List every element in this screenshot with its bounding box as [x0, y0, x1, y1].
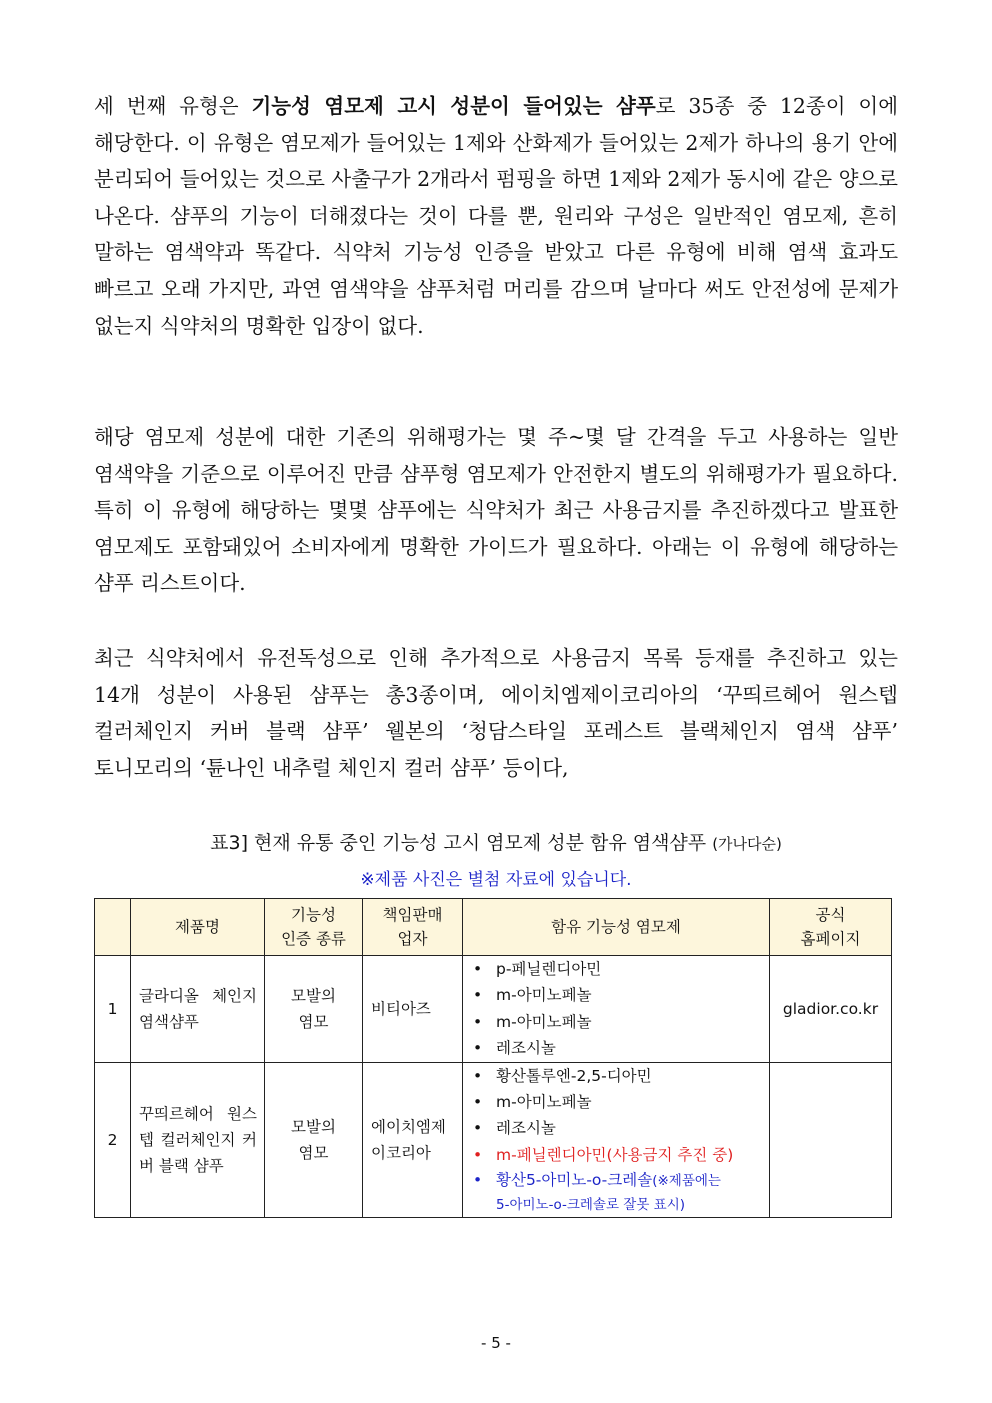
cert-line2: 염모 — [298, 1143, 329, 1162]
header-seller — [363, 899, 463, 956]
bullet-icon: • — [473, 986, 483, 1005]
bullet-icon: • — [473, 1119, 483, 1138]
ingredient-text: 황산5-아미노-o-크레솔 — [496, 1171, 653, 1190]
paragraph-2: 해당 염모제 성분에 대한 기존의 위해평가는 몇 주~몇 달 간격을 두고 사용하는 일반 염색약을 기준으로 이루어진 만큼 샴푸형 염모제가 안전한지 별도의 위해평가가 필요하다. 특히 이 유형에 해당하는 몇몇 샴푸에는 식약처가 최근 사용금지를 추진하겠다고 발표한 염모제도 포함돼있어 소비자에게 명확한 가이드가 필요하다. 아래는 이 유형에 해당하는 샴푸 리스트이다. — [94, 425, 898, 596]
ingredient-item — [473, 1063, 769, 1089]
seller-line2: 이코리아 — [371, 1143, 431, 1162]
ingredient-cell — [463, 1062, 770, 1218]
ingredient-list — [463, 1063, 769, 1218]
ingredient-text: m-아미노페놀 — [496, 1093, 592, 1112]
ingredient-note-text-2: 5-아미노-o-크레솔로 잘못 표시) — [496, 1197, 686, 1214]
header-cert-line1: 기능성 — [291, 906, 336, 924]
header-seller-line2: 업자 — [397, 930, 428, 948]
row-num: 1 — [95, 956, 131, 1063]
shampoo-table — [94, 898, 892, 1218]
ingredient-item — [473, 1115, 769, 1141]
header-site-line2: 홈페이지 — [800, 930, 861, 948]
cert-line1: 모발의 — [291, 986, 336, 1005]
product-name: 꾸띄르헤어 원스텝 컬러체인지 커버 블랙 샴푸 — [131, 1062, 265, 1218]
ingredient-text: 레조시놀 — [496, 1039, 556, 1058]
paragraph-1-text-a: 세 번째 유형은 — [94, 94, 252, 118]
ingredient-note-text: (※제품에는 — [652, 1173, 721, 1190]
ingredient-item — [473, 956, 769, 982]
table-caption — [0, 828, 992, 855]
ingredient-text: p-페닐렌디아민 — [496, 960, 602, 978]
header-ingredients: 함유 기능성 염모제 — [463, 899, 770, 956]
bullet-icon: • — [473, 1171, 483, 1190]
header-site-line1: 공식 — [815, 906, 846, 924]
ingredient-cell — [463, 956, 770, 1063]
ingredient-item — [473, 1089, 769, 1115]
table-row — [95, 956, 892, 1063]
ingredient-text: m-아미노페놀 — [496, 1012, 592, 1031]
header-name: 제품명 — [131, 899, 265, 956]
ingredient-item-note — [473, 1168, 769, 1217]
ingredient-item — [473, 1009, 769, 1035]
table-note: ※제품 사진은 별첨 자료에 있습니다. — [360, 870, 632, 890]
seller: 비티아즈 — [363, 956, 463, 1063]
seller-line1: 에이치엠제 — [371, 1117, 446, 1136]
bullet-icon: • — [473, 1012, 483, 1031]
ingredient-text: m-페닐렌디아민(사용금지 추진 중) — [496, 1145, 734, 1164]
bullet-icon: • — [473, 1093, 483, 1112]
page-number: - 5 - — [481, 1334, 511, 1352]
paragraph-3: 최근 식약처에서 유전독성으로 인해 추가적으로 사용금지 목록 등재를 추진하고 있는 14개 성분이 사용된 샴푸는 총3종이며, 에이치엠제이코리아의 ‘꾸띄르헤어 원스텝 컬러체인지 커버 블랙 샴푸’ 웰본의 ‘청담스타일 포레스트 블랙체인지 염색 샴푸’ 토니모리의 ‘튠나인 내추럴 체인지 컬러 샴푸’ 등이다, — [94, 646, 898, 780]
header-cert — [265, 899, 363, 956]
header-cert-line2: 인증 종류 — [281, 930, 346, 948]
cert-line2: 염모 — [298, 1012, 329, 1031]
bullet-icon: • — [473, 1039, 483, 1058]
ingredient-item-banned — [473, 1142, 769, 1168]
ingredient-item — [473, 982, 769, 1008]
ingredient-item — [473, 1035, 769, 1061]
seller — [363, 1062, 463, 1218]
header-seller-line1: 책임판매 — [382, 906, 443, 924]
ingredient-text: m-아미노페놀 — [496, 986, 592, 1005]
cert-type — [265, 956, 363, 1063]
table-row — [95, 1062, 892, 1218]
table-header-row — [95, 899, 892, 956]
bullet-icon: • — [473, 960, 483, 978]
table-caption-order: (가나다순) — [712, 835, 782, 853]
header-num — [95, 899, 131, 956]
product-name: 글라디올 체인지 염색샴푸 — [131, 956, 265, 1063]
bullet-icon: • — [473, 1145, 483, 1164]
row-num: 2 — [95, 1062, 131, 1218]
official-site-link[interactable] — [770, 1062, 892, 1218]
bullet-icon: • — [473, 1066, 483, 1085]
ingredient-list — [463, 956, 769, 1062]
ingredient-text: 레조시놀 — [496, 1119, 556, 1138]
paragraph-1-bold: 기능성 염모제 고시 성분이 들어있는 샴푸 — [251, 94, 656, 118]
table-caption-title: 표3] 현재 유통 중인 기능성 고시 염모제 성분 함유 염색샴푸 — [210, 832, 707, 854]
paragraph-1-text-b: 로 35종 중 12종이 이에 해당한다. 이 유형은 염모제가 들어있는 1제와 산화제가 들어있는 2제가 하나의 용기 안에 분리되어 들어있는 것으로 사출구가 2개라서 펌핑을 하면 1제와 2제가 동시에 같은 양으로 나온다. 샴푸의 기능이 더해졌다는 것이 다를 뿐, 원리와 구성은 일반적인 염모제, 흔히 말하는 염색약과 똑같다. 식약처 기능성 인증을 받았고 다른 유형에 비해 염색 효과도 빠르고 오래 가지만, 과연 염색약을 샴푸처럼 머리를 감으며 날마다 써도 안전성에 문제가 없는지 식약처의 명확한 입장이 없다. — [94, 94, 899, 338]
ingredient-text: 황산톨루엔-2,5-디아민 — [496, 1066, 652, 1085]
cert-type — [265, 1062, 363, 1218]
cert-line1: 모발의 — [291, 1117, 336, 1136]
official-site-link[interactable]: gladior.co.kr — [770, 956, 892, 1063]
header-site — [770, 899, 892, 956]
paragraph-1 — [94, 88, 898, 344]
